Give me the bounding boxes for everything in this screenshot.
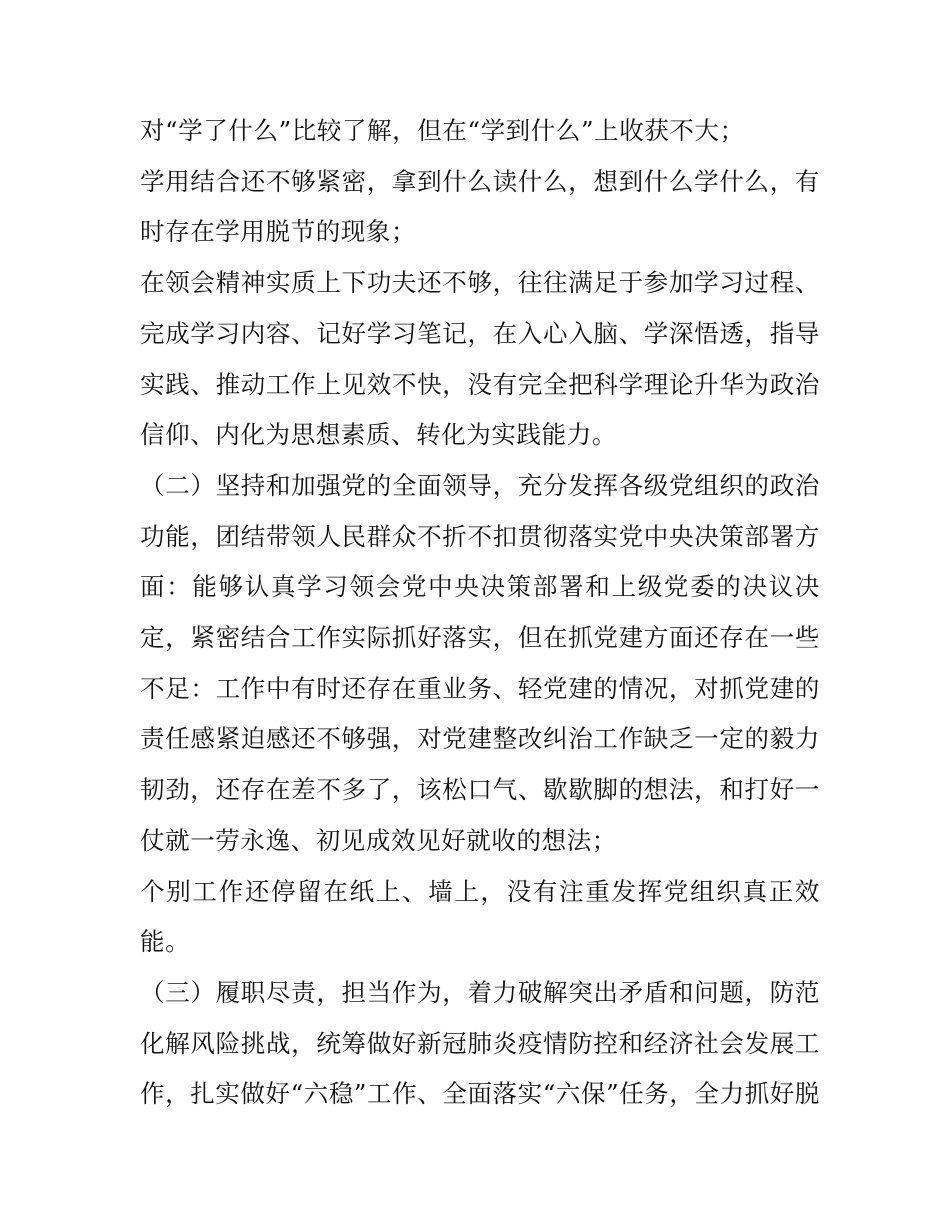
document-body — [140, 106, 820, 1120]
paragraph-spirit-essence: 在领会精神实质上下功夫还不够，往往满足于参加学习过程、完成学习内容、记好学习笔记，在入心入脑、学深悟透，指导实践、推动工作上见效不快，没有完全把科学理论升华为政治信仰、内化为思想素质、转化为实践能力。 — [140, 268, 820, 450]
paragraph-learning-result: 对“学了什么”比较了解，但在“学到什么”上收获不大； — [140, 116, 745, 145]
paragraph-section-two: （二）坚持和加强党的全面领导，充分发挥各级党组织的政治功能，团结带领人民群众不折不扣贯彻落实党中央决策部署方面：能够认真学习领会党中央决策部署和上级党委的决议决定，紧密结合工作实际抓好落实，但在抓党建方面还存在一些不足：工作中有时还存在重业务、轻党建的情况，对抓党建的责任感紧迫感还不够强，对党建整改纠治工作缺乏一定的毅力韧劲，还存在差不多了，该松口气、歇歇脚的想法，和打好一仗就一劳永逸、初见成效见好就收的想法； — [140, 470, 820, 855]
paragraph-section-three: （三）履职尽责，担当作为，着力破解突出矛盾和问题，防范化解风险挑战，统筹做好新冠肺炎疫情防控和经济社会发展工作，扎实做好“六稳”工作、全面落实“六保”任务，全力抓好脱 — [140, 977, 820, 1109]
paragraph-party-effectiveness: 个别工作还停留在纸上、墙上，没有注重发挥党组织真正效能。 — [140, 876, 820, 957]
paragraph-study-application: 学用结合还不够紧密，拿到什么读什么，想到什么学什么，有时存在学用脱节的现象； — [140, 166, 820, 247]
